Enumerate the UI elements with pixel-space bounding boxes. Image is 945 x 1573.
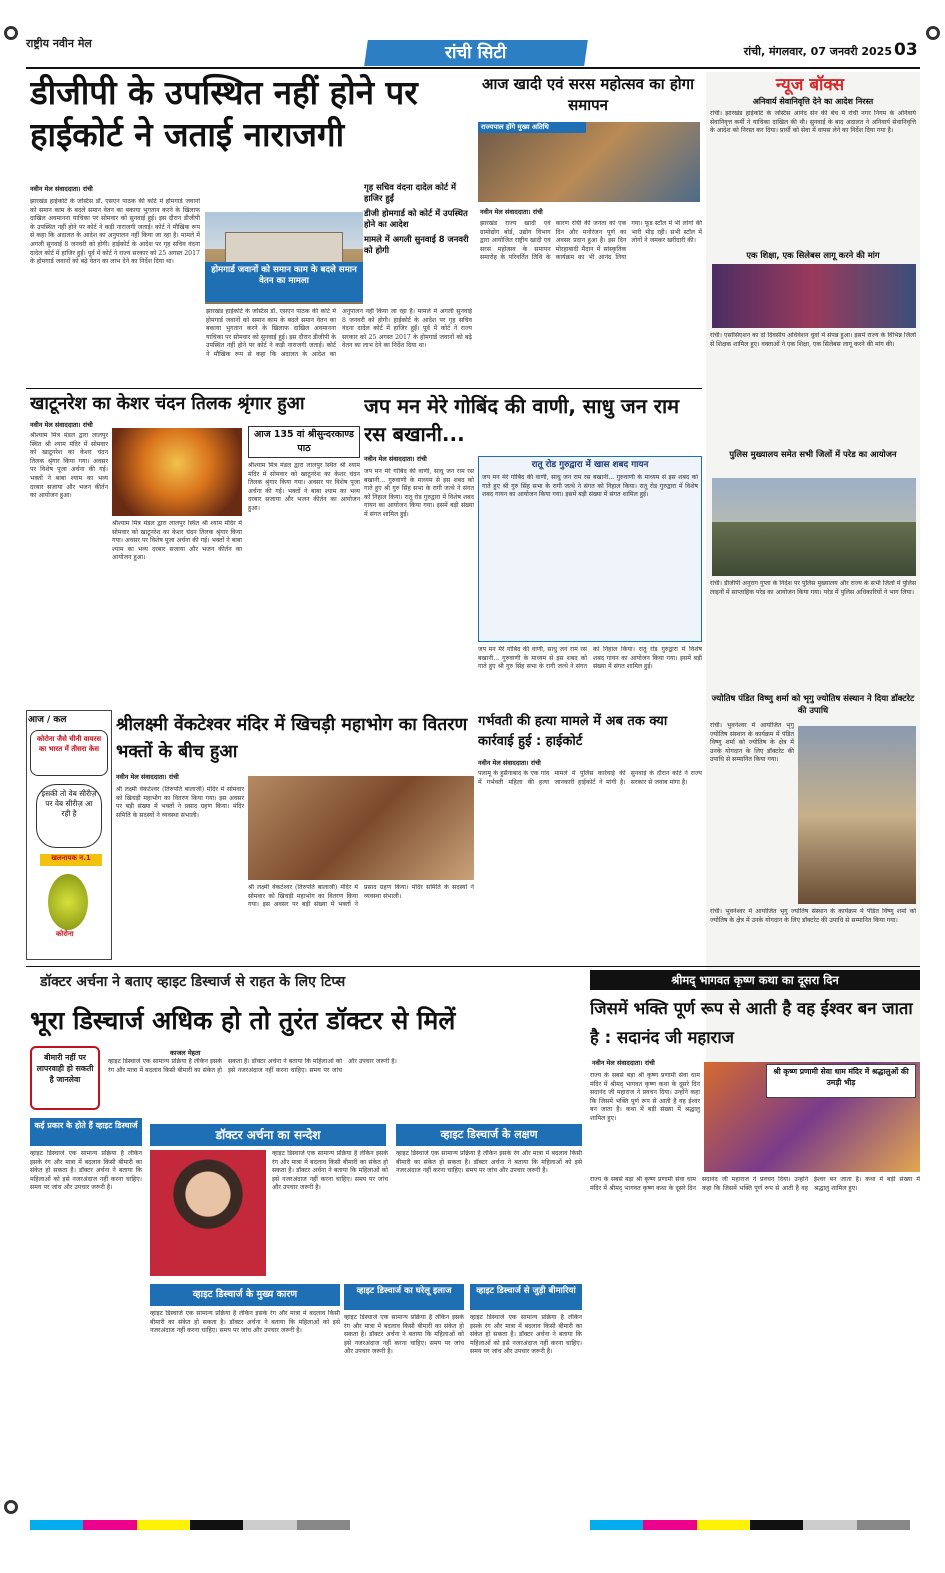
section-title: रांची सिटी [445, 43, 507, 63]
header-rule [26, 67, 920, 69]
health-box2-body: व्हाइट डिस्चार्ज एक सामान्य प्रक्रिया है लेकिन इसके रंग और मात्रा में बदलाव किसी बीमारी का संकेत हो सकता है। डॉक्टर अर्चना ने बताया कि महिलाओं को इसे नजरअंदाज नहीं करना चाहिए। समय पर जांच और उपचार जरूरी है। [272, 1150, 388, 1192]
cartoon-text: इसकी तो वेब सीरीज़ पर वेब सीरीज़ आ रही है [36, 784, 102, 848]
story5-body-cont: श्री लक्ष्मी वेंकटेश्वर (तिरुपति बालाजी) मंदिर में सोमवार को खिचड़ी महाभोग का वितरण किया गया। इस अवसर पर बड़ी संख्या में भक्तों ने प्रसाद ग्रहण किया। मंदिर समिति के सदस्यों ने व्यवस्था संभाली। [248, 884, 474, 909]
bullet-item: डीजी होमगार्ड को कोर्ट में उपस्थित होने का आदेश [364, 208, 468, 229]
story1-byline: नवीन मेल संवाददाता। रांची [30, 185, 93, 193]
story5-body: श्री लक्ष्मी वेंकटेश्वर (तिरुपति बालाजी) मंदिर में सोमवार को खिचड़ी महाभोग का वितरण किया गया। इस अवसर पर बड़ी संख्या में भक्तों ने प्रसाद ग्रहण किया। मंदिर समिति के सदस्यों ने व्यवस्था संभाली। [116, 786, 244, 819]
divider [26, 966, 920, 967]
health-intro: व्हाइट डिस्चार्ज एक सामान्य प्रक्रिया है लेकिन इसके रंग और मात्रा में बदलाव किसी बीमारी का संकेत हो सकता है। डॉक्टर अर्चना ने बताया कि महिलाओं को इसे नजरअंदाज नहीं करना चाहिए। समय पर जांच और उपचार जरूरी है। [108, 1058, 397, 1074]
registration-mark [4, 26, 18, 40]
story2-headline: आज खादी एवं सरस महोत्सव का होगा समापन [481, 75, 695, 114]
newsbox-item4-head: ज्योतिष पंडित विष्णु शर्मा को भृगु ज्योतिष संस्थान ने दिया डॉक्टरेट की उपाधि [711, 693, 915, 715]
newsbox-item3-body: रांची। डीजीपी अनुराग गुप्ता के निर्देश पर पुलिस मुख्यालय और राज्य के सभी जिलों में पुलिस लाइनों में साप्ताहिक परेड का आयोजन किया गया। परेड में पुलिस अधिकारियों ने भाग लिया। [710, 580, 916, 596]
story3-body: श्रीश्याम मित्र मंडल द्वारा लालपुर स्थित श्री श्याम मंदिर में सोमवार को खाटूनरेश का केशर चंदन तिलक श्रृंगार किया गया। अवसर पर विशेष पूजा अर्चना की गई। भक्तों ने बाबा श्याम का भव्य दरबार सजाया और भजन कीर्तन का आयोजन हुआ। [30, 432, 108, 500]
story3-sidebox: आज 135 वां श्रीसुन्दरकाण्ड पाठ [248, 426, 360, 458]
story1-photo-caption: होमगार्ड जवानों को समान काम के बदले समान वेतन का मामला [205, 262, 363, 302]
cartoon-label: आज / कल [28, 715, 67, 725]
story6-byline: नवीन मेल संवाददाता। रांची [478, 759, 541, 767]
story1-headline: डीजीपी के उपस्थित नहीं होने पर हाईकोर्ट ने जताई नाराजगी [30, 73, 418, 154]
story1-bullets [364, 182, 472, 282]
section-banner [364, 40, 588, 66]
health-box6-head: व्हाइट डिस्चार्ज से जुड़ी बीमारियां [470, 1284, 582, 1310]
registration-mark [4, 1500, 18, 1514]
health-box4-head: व्हाइट डिस्चार्ज के मुख्य कारण [150, 1284, 340, 1306]
registration-mark [926, 26, 940, 40]
health-box4-body: व्हाइट डिस्चार्ज एक सामान्य प्रक्रिया है लेकिन इसके रंग और मात्रा में बदलाव किसी बीमारी का संकेत हो सकता है। डॉक्टर अर्चना ने बताया कि महिलाओं को इसे नजरअंदाज नहीं करना चाहिए। समय पर जांच और उपचार जरूरी है। [150, 1310, 340, 1335]
story5-photo [248, 776, 474, 880]
story2-photo-caption: राज्यपाल होंगे मुख्य अतिथि [478, 122, 586, 133]
newsbox-item3-head: पुलिस मुख्यालय समेत सभी जिलों में परेड का आयोजन [729, 449, 897, 459]
story3-photo [112, 428, 242, 516]
health-byline: काजल मेहता [170, 1049, 201, 1057]
story3-body-cont: श्रीश्याम मित्र मंडल द्वारा लालपुर स्थित श्री श्याम मंदिर में सोमवार को खाटूनरेश का केशर चंदन तिलक श्रृंगार किया गया। अवसर पर विशेष पूजा अर्चना की गई। भक्तों ने बाबा श्याम का भव्य दरबार सजाया और भजन कीर्तन का आयोजन हुआ। [112, 520, 242, 562]
newsbox-item2-head: एक शिक्षा, एक सिलेबस लागू करने की मांग [746, 250, 880, 260]
newsbox-item4-body: रांची। भुवनेश्वर में आयोजित भृगु ज्योतिष संस्थान के कार्यक्रम में पंडित विष्णु शर्मा को ज्योतिष के क्षेत्र में उनके योगदान के लिए डॉक्टरेट की उपाधि से सम्मानित किया गया। [710, 722, 794, 764]
story2-byline: नवीन मेल संवाददाता। रांची [480, 208, 543, 216]
color-bar [590, 1520, 910, 1530]
newsbox-item3-photo [712, 478, 916, 576]
newsbox-item2-photo [712, 264, 916, 328]
story1-body: झारखंड हाईकोर्ट के जस्टिस डॉ. एसएन पाठक की कोर्ट में होमगार्ड जवानों को समान काम के बदले समान वेतन का बकाया भुगतान करने के खिलाफ दाखिल अवमानना याचिका पर सोमवार को सुनवाई हुई। इस दौरान डीजीपी के उपस्थित नहीं होने पर कोर्ट ने कड़ी नाराजगी जताई। कोर्ट ने मौखिक रूप से कहा कि अदालत के आदेश का अनुपालन नहीं किया जा रहा है। मामले में अगली सुनवाई 8 जनवरी को होगी। हाईकोर्ट के आदेश पर गृह सचिव वंदना दादेल कोर्ट में हाजिर हुईं। पूर्व में कोर्ट ने राज्य सरकार को 25 अगस्त 2017 के होमगार्ड जवानों को बढ़े वेतन का लाभ देने का निर्देश दिया था। [30, 198, 200, 266]
story2-photo [478, 122, 700, 202]
story4-headline: जप मन मेरे गोबिंद की वाणी, साधु जन राम रस बखानी... [364, 394, 680, 446]
story7-photo-caption: श्री कृष्ण प्रणामी सेवा धाम मंदिर में श्रद्धालुओं की उमड़ी भीड़ [766, 1064, 916, 1098]
cartoon-badge: खलनायक न.1 [40, 854, 102, 866]
page-number: 03 [894, 40, 918, 60]
story7-byline: नवीन मेल संवाददाता। रांची [592, 1059, 655, 1067]
story3-body-col3: श्रीश्याम मित्र मंडल द्वारा लालपुर स्थित श्री श्याम मंदिर में सोमवार को खाटूनरेश का केशर चंदन तिलक श्रृंगार किया गया। अवसर पर विशेष पूजा अर्चना की गई। भक्तों ने बाबा श्याम का भव्य दरबार सजाया और भजन कीर्तन का आयोजन हुआ। [248, 462, 360, 512]
story4-box-title: रातू रोड गुरुद्वारा में खास शबद गायन [531, 460, 649, 470]
health-box3-body: व्हाइट डिस्चार्ज एक सामान्य प्रक्रिया है लेकिन इसके रंग और मात्रा में बदलाव किसी बीमारी का संकेत हो सकता है। डॉक्टर अर्चना ने बताया कि महिलाओं को इसे नजरअंदाज नहीं करना चाहिए। समय पर जांच और उपचार जरूरी है। [396, 1150, 582, 1175]
story5-byline: नवीन मेल संवाददाता। रांची [116, 773, 179, 781]
health-box1-body: व्हाइट डिस्चार्ज एक सामान्य प्रक्रिया है लेकिन इसके रंग और मात्रा में बदलाव किसी बीमारी का संकेत हो सकता है। डॉक्टर अर्चना ने बताया कि महिलाओं को इसे नजरअंदाज नहीं करना चाहिए। समय पर जांच और उपचार जरूरी है। [30, 1150, 142, 1192]
doctor-photo [150, 1150, 266, 1276]
health-kicker: डॉक्टर अर्चना ने बताए व्हाइट डिस्चार्ज से राहत के लिए टिप्स [40, 974, 346, 990]
dateline: रांची, मंगलवार, 07 जनवरी 2025 [743, 45, 892, 58]
health-headline: भूरा डिस्चार्ज अधिक हो तो तुरंत डॉक्टर से मिलें [30, 1006, 456, 1035]
health-box1-head: कई प्रकार के होते हैं व्हाइट डिस्चार्ज [30, 1118, 142, 1146]
story7-kicker: श्रीमद् भागवत कृष्ण कथा का दूसरा दिन [590, 970, 920, 990]
newsbox-item1-head: अनिवार्य सेवानिवृत्ति देने का आदेश निरस्त [752, 97, 874, 106]
story7-headline: जिसमें भक्ति पूर्ण रूप से आती है वह ईश्वर बन जाता है : सदानंद जी महाराज [590, 999, 913, 1047]
story5-headline: श्रीलक्ष्मी वेंकटेश्वर मंदिर में खिचड़ी महाभोग का वितरण भक्तों के बीच हुआ [116, 715, 468, 762]
story7-body: राज्य के सबसे बड़ा श्री कृष्ण प्रणामी सेवा धाम मंदिर में श्रीमद् भागवत कृष्ण कथा के दूसरे दिन सदानंद जी महाराज ने प्रवचन दिया। उन्होंने कहा कि जिसमें भक्ति पूर्ण रूप से आती है वह ईश्वर बन जाता है। कथा में बड़ी संख्या में श्रद्धालु शामिल हुए। [590, 1072, 700, 1122]
story2-body: झारखंड राज्य खादी एवं ग्रामोद्योग बोर्ड, उद्योग विभाग द्वारा आयोजित राष्ट्रीय खादी एवं सरस महोत्सव के समापन समारोह के परिवर्तित तिथि के कारण रांची की जनता को एक दिन और मनोरंजन पूर्ण का अवसर प्रदान हुआ है। इस दिन मोरहाबादी मैदान में सांस्कृतिक कार्यक्रम का भी आनंद लिया गया। फूड स्टॉल में भी लोगों की भारी भीड़ रही। सभी स्टॉल में लोगों ने जमकर खरीदारी की। [480, 220, 702, 262]
newsbox-title: न्यूज बॉक्स [775, 75, 845, 95]
divider [26, 388, 702, 389]
newsbox-item4-photo [798, 726, 916, 904]
cartoon-bubble: कोरोना जैसे चीनी वायरस का भारत में तीसरा केस [30, 730, 108, 776]
story4-byline: नवीन मेल संवाददाता। रांची [364, 455, 427, 463]
virus-icon [48, 874, 88, 930]
health-box5-body: व्हाइट डिस्चार्ज एक सामान्य प्रक्रिया है लेकिन इसके रंग और मात्रा में बदलाव किसी बीमारी का संकेत हो सकता है। डॉक्टर अर्चना ने बताया कि महिलाओं को इसे नजरअंदाज नहीं करना चाहिए। समय पर जांच और उपचार जरूरी है। [344, 1314, 464, 1356]
bullet-item: मामले में अगली सुनवाई 8 जनवरी को होगी [364, 234, 469, 255]
health-quote: बीमारी नहीं पर लापरवाही हो सकती है जानलेवा [30, 1046, 100, 1110]
cartoon-tag: कोरोना [56, 930, 74, 938]
story7-body-cont: राज्य के सबसे बड़ा श्री कृष्ण प्रणामी सेवा धाम मंदिर में श्रीमद् भागवत कृष्ण कथा के दूसरे दिन सदानंद जी महाराज ने प्रवचन दिया। उन्होंने कहा कि जिसमें भक्ति पूर्ण रूप से आती है वह ईश्वर बन जाता है। कथा में बड़ी संख्या में श्रद्धालु शामिल हुए। [590, 1176, 920, 1192]
health-box6-body: व्हाइट डिस्चार्ज एक सामान्य प्रक्रिया है लेकिन इसके रंग और मात्रा में बदलाव किसी बीमारी का संकेत हो सकता है। डॉक्टर अर्चना ने बताया कि महिलाओं को इसे नजरअंदाज नहीं करना चाहिए। समय पर जांच और उपचार जरूरी है। [470, 1314, 582, 1356]
newsbox-item4-body-cont: रांची। भुवनेश्वर में आयोजित भृगु ज्योतिष संस्थान के कार्यक्रम में पंडित विष्णु शर्मा को ज्योतिष के क्षेत्र में उनके योगदान के लिए डॉक्टरेट की उपाधि से सम्मानित किया गया। [710, 908, 916, 924]
health-box5-head: व्हाइट डिस्चार्ज का घरेलू इलाज [344, 1284, 464, 1310]
story1-body-cont: झारखंड हाईकोर्ट के जस्टिस डॉ. एसएन पाठक की कोर्ट में होमगार्ड जवानों को समान काम के बदले समान वेतन का बकाया भुगतान करने के खिलाफ दाखिल अवमानना याचिका पर सोमवार को सुनवाई हुई। इस दौरान डीजीपी के उपस्थित नहीं होने पर कोर्ट ने कड़ी नाराजगी जताई। कोर्ट ने मौखिक रूप से कहा कि अदालत के आदेश का अनुपालन नहीं किया जा रहा है। मामले में अगली सुनवाई 8 जनवरी को होगी। हाईकोर्ट के आदेश पर गृह सचिव वंदना दादेल कोर्ट में हाजिर हुईं। पूर्व में कोर्ट ने राज्य सरकार को 25 अगस्त 2017 के होमगार्ड जवानों को बढ़े वेतन का लाभ देने का निर्देश दिया था। [206, 308, 472, 358]
story6-body: पलामू के हुसैनाबाद के एक गांव में गर्भवती महिला की हत्या मामले में पुलिस कार्रवाई की जानकारी हाईकोर्ट ने मांगी है। सुनवाई के दौरान कोर्ट ने राज्य सरकार से जवाब मांगा है। [478, 770, 702, 786]
health-box2-head: डॉक्टर अर्चना का सन्देश [150, 1124, 386, 1146]
story4-box-body: जप मन मेरे गोबिंद की वाणी, साधु जन राम रस बखानी... गुरुवाणी के माध्यम से इस शबद को गाते हुए श्री गुरु सिंह सभा के रागी जत्थे ने संगत को निहाल किया। रातू रोड गुरुद्वारा में विशेष शबद गायन का आयोजन किया गया। इसमें बड़ी संख्या में संगत शामिल हुई। [482, 474, 698, 499]
story6-headline: गर्भवती की हत्या मामले में अब तक क्या कार्रवाई हुई : हाईकोर्ट [478, 714, 668, 749]
color-bar [30, 1520, 350, 1530]
story3-headline: खाटूनरेश का केशर चंदन तिलक श्रृंगार हुआ [30, 394, 305, 414]
story3-byline: नवीन मेल संवाददाता। रांची [30, 421, 93, 429]
masthead: राष्ट्रीय नवीन मेल [26, 37, 92, 50]
newsbox-item1-body: रांची। झारखंड हाईकोर्ट के जस्टिस आनंद सेन की बेंच में रांची नगर निगम के अनिवार्य सेवानिवृत्त कर्मी ने याचिका दाखिल की थी। सुनवाई के बाद अदालत ने अनिवार्य सेवानिवृत्ति के आदेश को निरस्त कर दिया। प्रार्थी को सेवा में वापस लेने का निर्देश दिया गया है। [710, 110, 916, 135]
bullet-item: गृह सचिव वंदना दादेल कोर्ट में हाजिर हुईं [364, 182, 457, 203]
story4-body-cont: जप मन मेरे गोबिंद की वाणी, साधु जन राम रस बखानी... गुरुवाणी के माध्यम से इस शबद को गाते हुए श्री गुरु सिंह सभा के रागी जत्थे ने संगत को निहाल किया। रातू रोड गुरुद्वारा में विशेष शबद गायन का आयोजन किया गया। इसमें बड़ी संख्या में संगत शामिल हुई। [478, 646, 702, 671]
health-box3-head: व्हाइट डिस्चार्ज के लक्षण [396, 1124, 582, 1146]
newsbox-item2-body: रांची। एसोसिएशन का दो दिवसीय अधिवेशन धुर्वा में संपन्न हुआ। इसमें राज्य के विभिन्न जिलों से शिक्षक शामिल हुए। वक्ताओं ने एक शिक्षा, एक सिलेबस लागू करने की मांग की। [710, 332, 916, 348]
story4-body: जप मन मेरे गोबिंद की वाणी, साधु जन राम रस बखानी... गुरुवाणी के माध्यम से इस शबद को गाते हुए श्री गुरु सिंह सभा के रागी जत्थे ने संगत को निहाल किया। रातू रोड गुरुद्वारा में विशेष शबद गायन का आयोजन किया गया। इसमें बड़ी संख्या में संगत शामिल हुई। [364, 468, 474, 518]
